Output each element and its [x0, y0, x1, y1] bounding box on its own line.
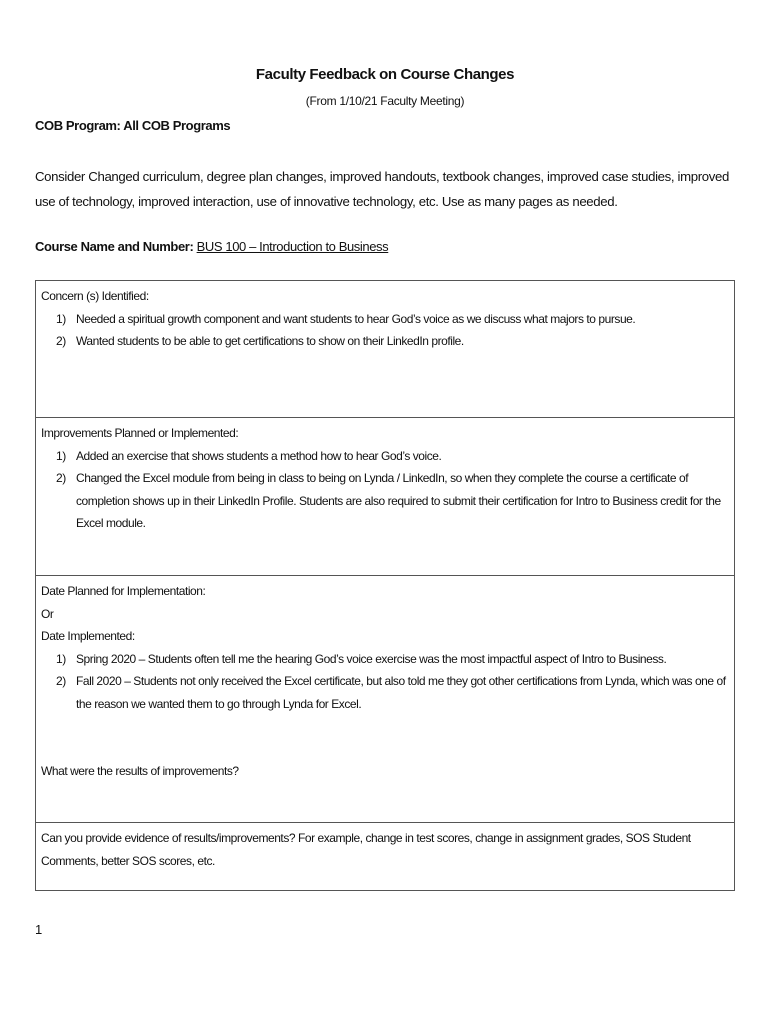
list-number: 2) [56, 471, 66, 485]
list-number: 2) [56, 334, 66, 348]
list-item-text: Fall 2020 – Students not only received the Excel certificate, but also told me they got other certifications from Lynda, which was one of the reason we wanted them to go through Lynda for Excel. [76, 674, 726, 711]
list-item [41, 670, 729, 715]
list-item [41, 330, 729, 353]
evidence-cell [36, 823, 734, 890]
page-subtitle: (From 1/10/21 Faculty Meeting) [305, 94, 465, 108]
concerns-list [41, 308, 729, 353]
course-label: Course Name and Number: [35, 239, 194, 254]
course-value: BUS 100 – Introduction to Business [196, 239, 389, 254]
list-item-text: Wanted students to be able to get certifications to show on their LinkedIn profile. [76, 334, 464, 348]
list-item [41, 308, 729, 331]
list-item [41, 467, 729, 535]
date-planned-label: Date Planned for Implementation: [41, 584, 206, 598]
program-line: COB Program: All COB Programs [35, 118, 231, 133]
evidence-question: Can you provide evidence of results/improvements? For example, change in test scores, change in assignment grades, SOS Student Comments, better SOS scores, etc. [41, 831, 691, 868]
list-number: 1) [56, 651, 66, 666]
concerns-heading: Concern (s) Identified: [41, 289, 149, 303]
improvements-list [41, 445, 729, 535]
or-label: Or [41, 606, 54, 621]
list-item-text: Changed the Excel module from being in class to being on Lynda / LinkedIn, so when they complete the course a certificate of completion shows up in their LinkedIn Profile. Students are also required to submit their certification for Intro to Business credit for the Excel module. [76, 471, 721, 530]
concerns-cell [36, 281, 734, 418]
spacer [41, 715, 729, 760]
dates-list [41, 648, 729, 716]
list-number: 1) [56, 448, 66, 463]
list-item-text: Needed a spiritual growth component and want students to hear God’s voice as we discuss what majors to pursue. [76, 311, 636, 326]
list-item [41, 648, 729, 671]
list-item-text: Added an exercise that shows students a method how to hear God’s voice. [76, 448, 442, 463]
list-item [41, 445, 729, 468]
course-name-line [35, 239, 388, 254]
list-item-text: Spring 2020 – Students often tell me the hearing God’s voice exercise was the most impactful aspect of Intro to Business. [76, 651, 667, 666]
dates-cell [36, 576, 734, 823]
page-number: 1 [35, 922, 43, 937]
page-title: Faculty Feedback on Course Changes [255, 66, 515, 83]
list-number: 2) [56, 674, 66, 688]
improvements-cell [36, 418, 734, 576]
results-question: What were the results of improvements? [41, 764, 239, 778]
improvements-heading: Improvements Planned or Implemented: [41, 426, 239, 440]
feedback-table [35, 280, 735, 891]
list-number: 1) [56, 311, 66, 326]
date-implemented-label: Date Implemented: [41, 629, 135, 643]
instructions-paragraph: Consider Changed curriculum, degree plan changes, improved handouts, textbook changes, improved case studies, improved use of technology, improved interaction, use of innovative technology, etc. Use as many pages as needed. [35, 169, 729, 209]
